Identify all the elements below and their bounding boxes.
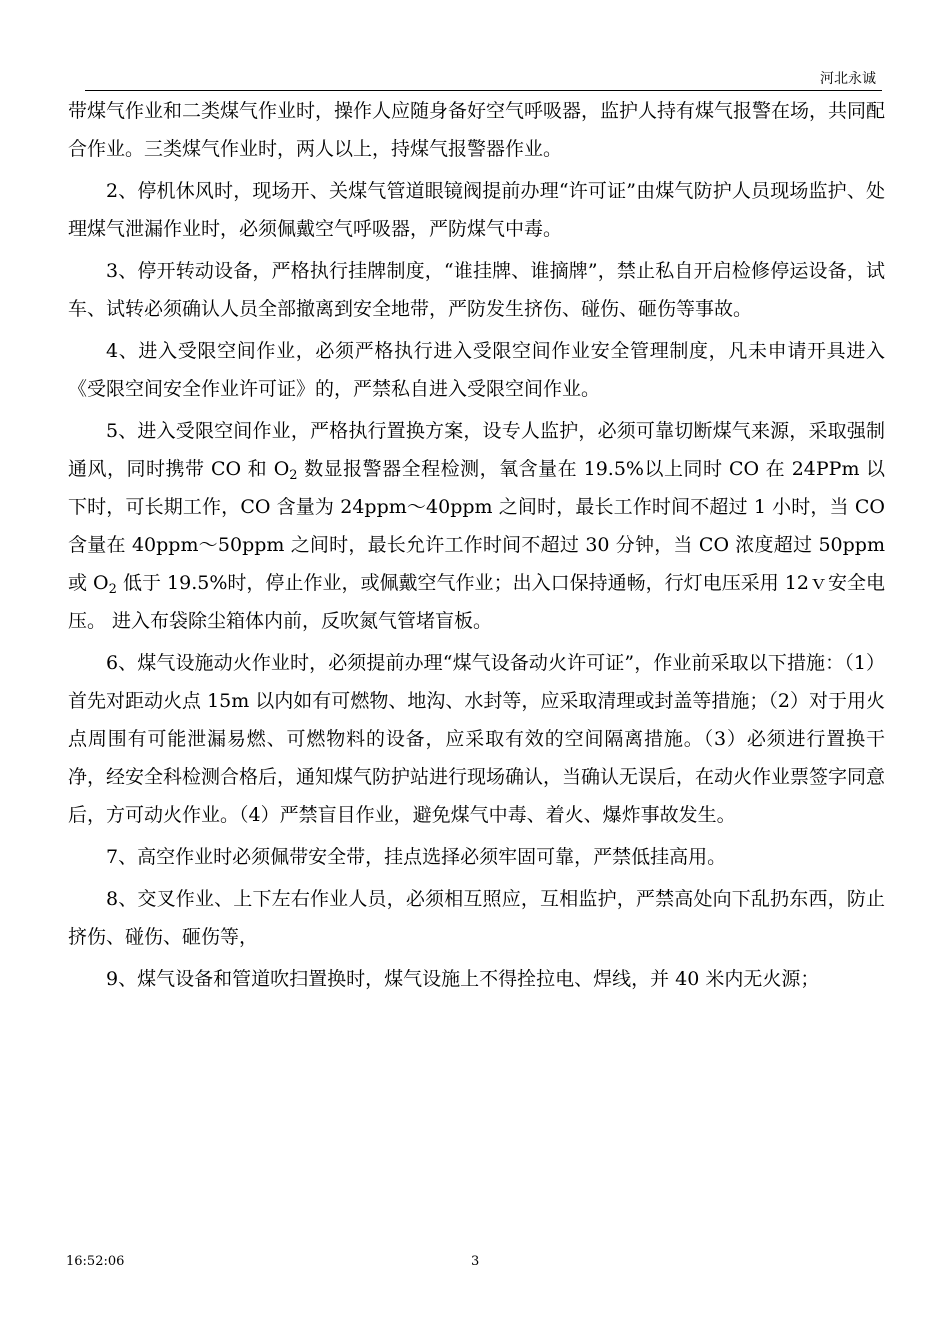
paragraph-item-6: 6、煤气设施动火作业时，必须提前办理“煤气设备动火许可证”，作业前采取以下措施：（1）首先对距动火点 15m 以内如有可燃物、地沟、水封等，应采取清理或封盖等措施；（2）对于用火点周围有可能泄漏易燃、可燃物料的设备，应采取有效的空间隔离措施。（3）必须进行置换干净，经安全科检测合格后，通知煤气防护站进行现场确认，当确认无误后，在动火作业票签字同意后，方可动火作业。（4）严禁盲目作业，避免煤气中毒、着火、爆炸事故发生。: [68, 652, 886, 826]
paragraph-item-5-part-c: 低于 19.5%时，停止作业，或佩戴空气作业；出入口保持通畅，行灯电压采用 12ｖ安全电压。 进入布袋除尘箱体内前，反吹氮气管堵盲板。: [68, 572, 885, 632]
paragraph-item-5: [68, 412, 885, 640]
paragraph-item-5-part-a: 5、进入受限空间作业，严格执行置换方案，设专人监护，必须可靠切断煤气来源，采取强制通风，同时携带 CO 和 O: [68, 420, 885, 480]
header-company-name: 河北永诚: [820, 71, 876, 87]
paragraph-item-9: 9、煤气设备和管道吹扫置换时，煤气设施上不得拴拉电、焊线，并 40 米内无火源；: [106, 968, 820, 990]
paragraph-item-5-part-b: 数显报警器全程检测，氧含量在 19.5%以上同时 CO 在 24PPm 以下时，可长期工作，CO 含量为 24ppm～40ppm 之间时，最长工作时间不超过 1 小时，当 CO 含量在 40ppm～50ppm 之间时，最长允许工作时间不超过 30 分钟，当 CO 浓度超过 50ppm 或 O: [68, 458, 885, 594]
paragraph-item-7: 7、高空作业时必须佩带安全带，挂点选择必须牢固可靠，严禁低挂高用。: [106, 846, 727, 868]
oxygen-subscript: 2: [108, 582, 117, 597]
oxygen-subscript: 2: [289, 468, 298, 483]
footer-page-number: 3: [471, 1254, 480, 1269]
paragraph-item-2: 2、停机休风时，现场开、关煤气管道眼镜阀提前办理“许可证”由煤气防护人员现场监护、处理煤气泄漏作业时，必须佩戴空气呼吸器，严防煤气中毒。: [68, 180, 885, 240]
page-header: [85, 68, 882, 91]
footer-timestamp: 16:52:06: [66, 1254, 125, 1269]
paragraph-item-4: 4、进入受限空间作业，必须严格执行进入受限空间作业安全管理制度，凡未申请开具进入《受限空间安全作业许可证》的，严禁私自进入受限空间作业。: [68, 340, 885, 400]
paragraph-continued: 带煤气作业和二类煤气作业时，操作人应随身备好空气呼吸器，监护人持有煤气报警在场，共同配合作业。三类煤气作业时，两人以上，持煤气报警器作业。: [68, 100, 886, 160]
paragraph-item-3: 3、停开转动设备，严格执行挂牌制度，“谁挂牌、谁摘牌”，禁止私自开启检修停运设备，试车、试转必须确认人员全部撤离到安全地带，严防发生挤伤、碰伤、砸伤等事故。: [68, 260, 885, 320]
paragraph-item-8: 8、交叉作业、上下左右作业人员，必须相互照应，互相监护，严禁高处向下乱扔东西，防止挤伤、碰伤、砸伤等，: [68, 888, 885, 948]
document-body: [68, 92, 885, 1002]
